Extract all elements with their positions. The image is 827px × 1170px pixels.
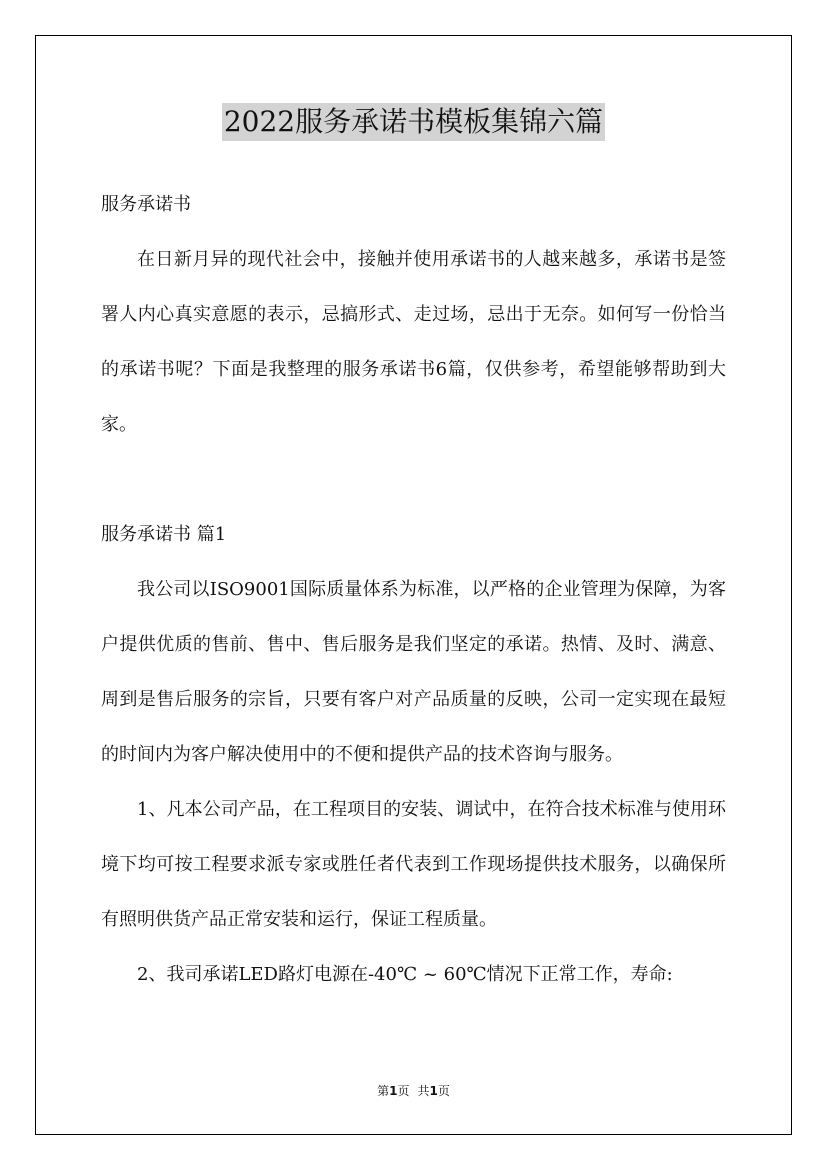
article-heading: 服务承诺书 篇1 [101,524,227,545]
body-paragraph-3: 2、我司承诺LED路灯电源在-40℃ ~ 60℃情况下正常工作，寿命: [137,964,673,985]
paragraph-gap [101,452,726,507]
body-paragraph-2: 1、凡本公司产品，在工程项目的安装、调试中，在符合技术标准与使用环境下均可按工程要求派专家或胜任者代表到工作现场提供技术服务，以确保所有照明供货产品正常安装和运行，保证工程质量。 [101,799,726,930]
title-container [0,103,827,141]
page-suffix: 页 [397,1084,410,1098]
total-prefix: 共 [417,1084,430,1098]
page-footer [0,1083,827,1099]
page-number: 1 [389,1084,398,1098]
intro-paragraph: 在日新月异的现代社会中，接触并使用承诺书的人越来越多，承诺书是签署人内心真实意愿的表示，忌搞形式、走过场，忌出于无奈。如何写一份恰当的承诺书呢？下面是我整理的服务承诺书6篇，仅供参考，希望能够帮助到大家。 [101,249,726,435]
body-paragraph-1: 我公司以ISO9001国际质量体系为标准，以严格的企业管理为保障，为客户提供优质的售前、售中、售后服务是我们坚定的承诺。热情、及时、满意、周到是售后服务的宗旨，只要有客户对产品质量的反映，公司一定实现在最短的时间内为客户解决使用中的不便和提供产品的技术咨询与服务。 [101,579,726,765]
total-pages: 1 [429,1084,438,1098]
total-suffix: 页 [437,1084,450,1098]
document-title: 2022服务承诺书模板集锦六篇 [222,103,605,141]
page-prefix: 第 [377,1084,390,1098]
document-body [101,177,726,1002]
section-heading: 服务承诺书 [101,194,191,215]
